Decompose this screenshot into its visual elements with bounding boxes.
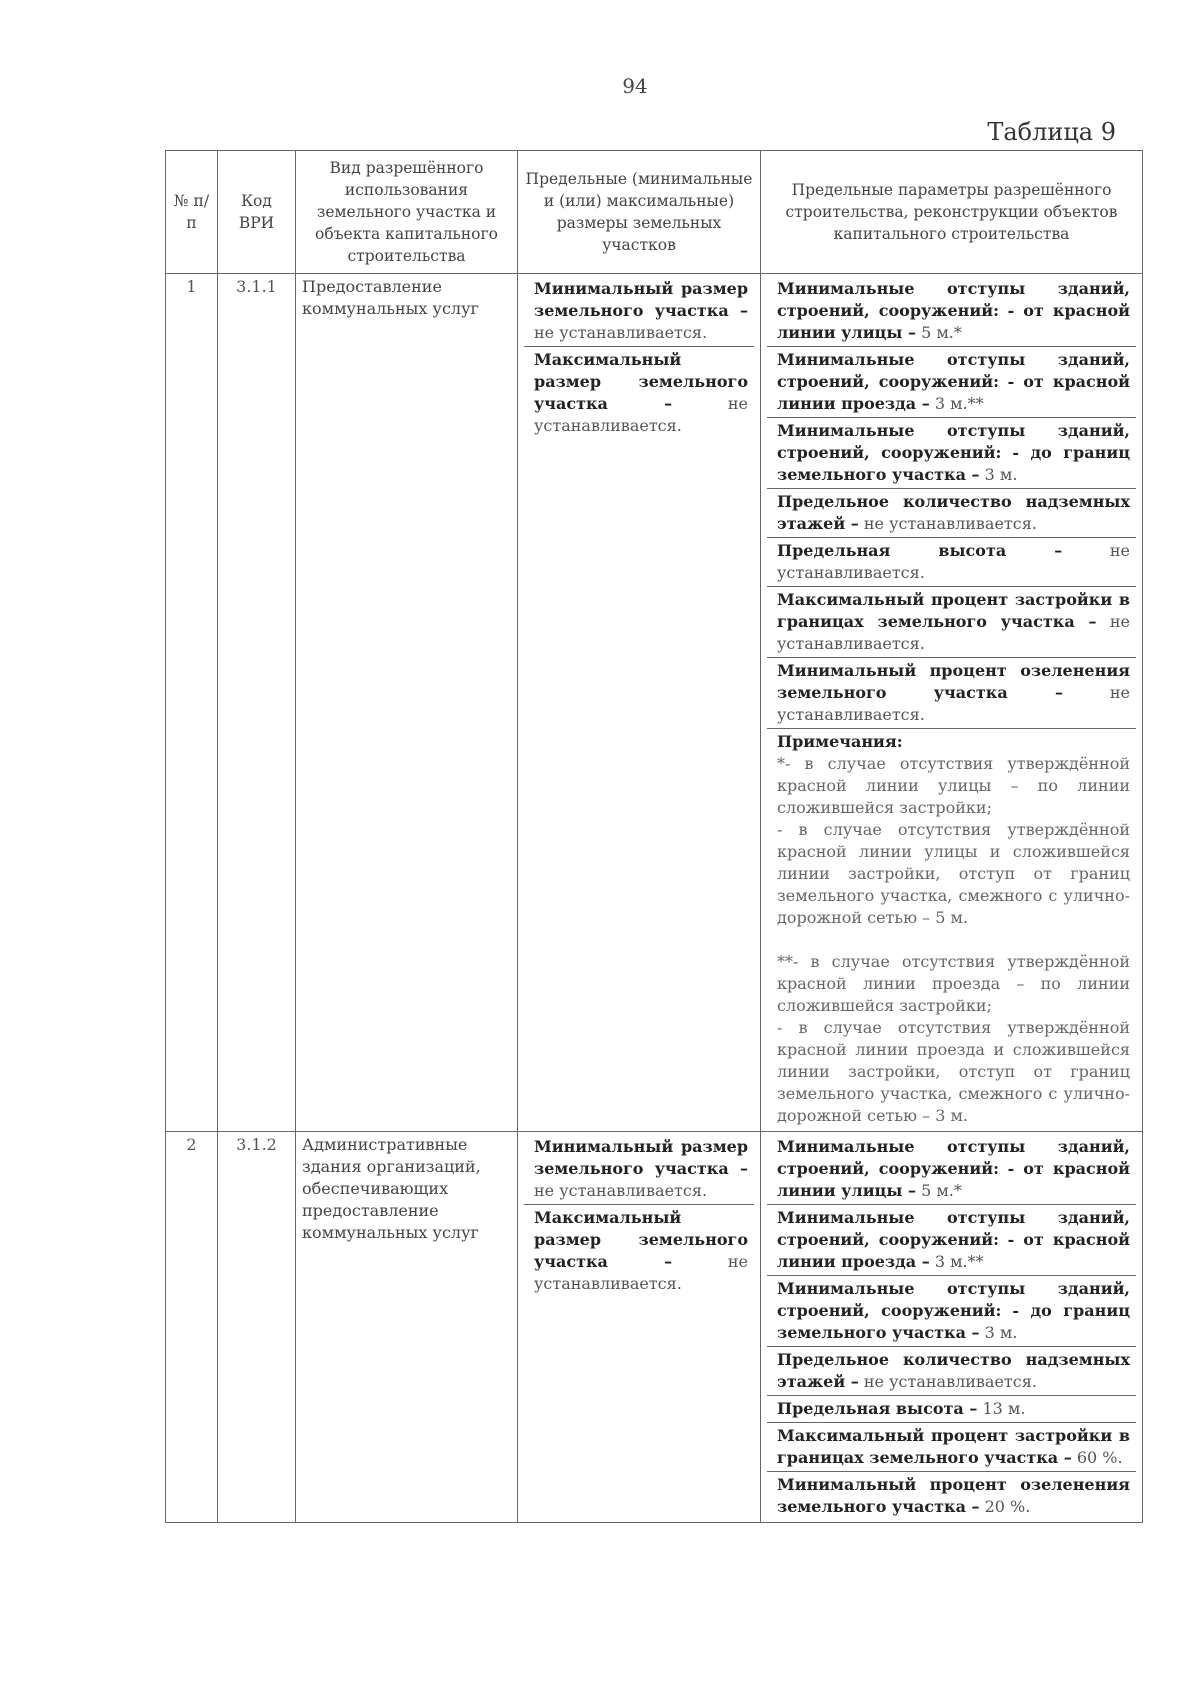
param-item: Минимальные отступы зданий, строений, сооружений: - от красной линии проезда – 3 м.**: [767, 346, 1136, 417]
param-item: Минимальный процент озеленения земельного участка – не устанавливается.: [767, 657, 1136, 728]
param-item: Минимальные отступы зданий, строений, сооружений: - от красной линии проезда – 3 м.**: [767, 1204, 1136, 1275]
table-row: [166, 1132, 1143, 1523]
param-item: Максимальный процент застройки в границах земельного участка – 60 %.: [767, 1422, 1136, 1471]
param-item: Максимальный процент застройки в границах земельного участка – не устанавливается.: [767, 586, 1136, 657]
table-caption: Таблица 9: [987, 118, 1116, 146]
size-item: Минимальный размер земельного участка – не устанавливается.: [534, 279, 748, 342]
params-cell: [761, 274, 1143, 1132]
size-item: Максимальный размер земельного участка – не устанавливается.: [524, 346, 754, 439]
param-item: Предельная высота – 13 м.: [767, 1395, 1136, 1422]
size-cell: [518, 1132, 761, 1523]
size-cell: [518, 274, 761, 1132]
header-size: Предельные (минимальные и (или) максимальные) размеры земельных участков: [518, 151, 761, 274]
param-item: Минимальный процент озеленения земельного участка – 20 %.: [767, 1471, 1136, 1520]
param-item: Предельное количество надземных этажей – не устанавливается.: [767, 1346, 1136, 1395]
param-item: Предельная высота – не устанавливается.: [767, 537, 1136, 586]
parameters-table: [165, 150, 1143, 1523]
row-code: 3.1.1: [218, 274, 296, 1132]
table-header-row: [166, 151, 1143, 274]
note: - в случае отсутствия утверждённой красной линии проезда и сложившейся линии застройки, отступ от границ земельного участка, смежного с улично-дорожной сетью – 3 м.: [777, 1018, 1130, 1125]
row-num: 2: [166, 1132, 218, 1523]
header-num: № п/п: [166, 151, 218, 274]
note: **- в случае отсутствия утверждённой красной линии проезда – по линии сложившейся застройки;: [777, 952, 1130, 1015]
size-item: Минимальный размер земельного участка – не устанавливается.: [534, 1137, 748, 1200]
params-cell: [761, 1132, 1143, 1523]
row-code: 3.1.2: [218, 1132, 296, 1523]
param-item: Предельное количество надземных этажей – не устанавливается.: [767, 488, 1136, 537]
notes-block: [767, 728, 1136, 1129]
size-item: Максимальный размер земельного участка – не устанавливается.: [524, 1204, 754, 1297]
param-item: Минимальные отступы зданий, строений, сооружений: - до границ земельного участка – 3 м.: [767, 1275, 1136, 1346]
header-params: Предельные параметры разрешённого строительства, реконструкции объектов капитального строительства: [761, 151, 1143, 274]
row-type-name: Административные здания организаций, обеспечивающих предоставление коммунальных услуг: [296, 1132, 518, 1523]
header-type: Вид разрешённого использования земельного участка и объекта капитального строительства: [296, 151, 518, 274]
header-code: Код ВРИ: [218, 151, 296, 274]
table-row: [166, 274, 1143, 1132]
param-item: Минимальные отступы зданий, строений, сооружений: - от красной линии улицы – 5 м.*: [777, 1137, 1131, 1200]
param-item: Минимальные отступы зданий, строений, сооружений: - до границ земельного участка – 3 м.: [767, 417, 1136, 488]
row-type-name: Предоставление коммунальных услуг: [296, 274, 518, 1132]
notes-title: Примечания:: [777, 732, 903, 751]
page-number: 94: [622, 74, 648, 98]
row-num: 1: [166, 274, 218, 1132]
param-item: Минимальные отступы зданий, строений, сооружений: - от красной линии улицы – 5 м.*: [777, 279, 1131, 342]
note: *- в случае отсутствия утверждённой красной линии улицы – по линии сложившейся застройки;: [777, 754, 1130, 817]
note: - в случае отсутствия утверждённой красной линии улицы и сложившейся линии застройки, отступ от границ земельного участка, смежного с улично-дорожной сетью – 5 м.: [777, 820, 1130, 927]
